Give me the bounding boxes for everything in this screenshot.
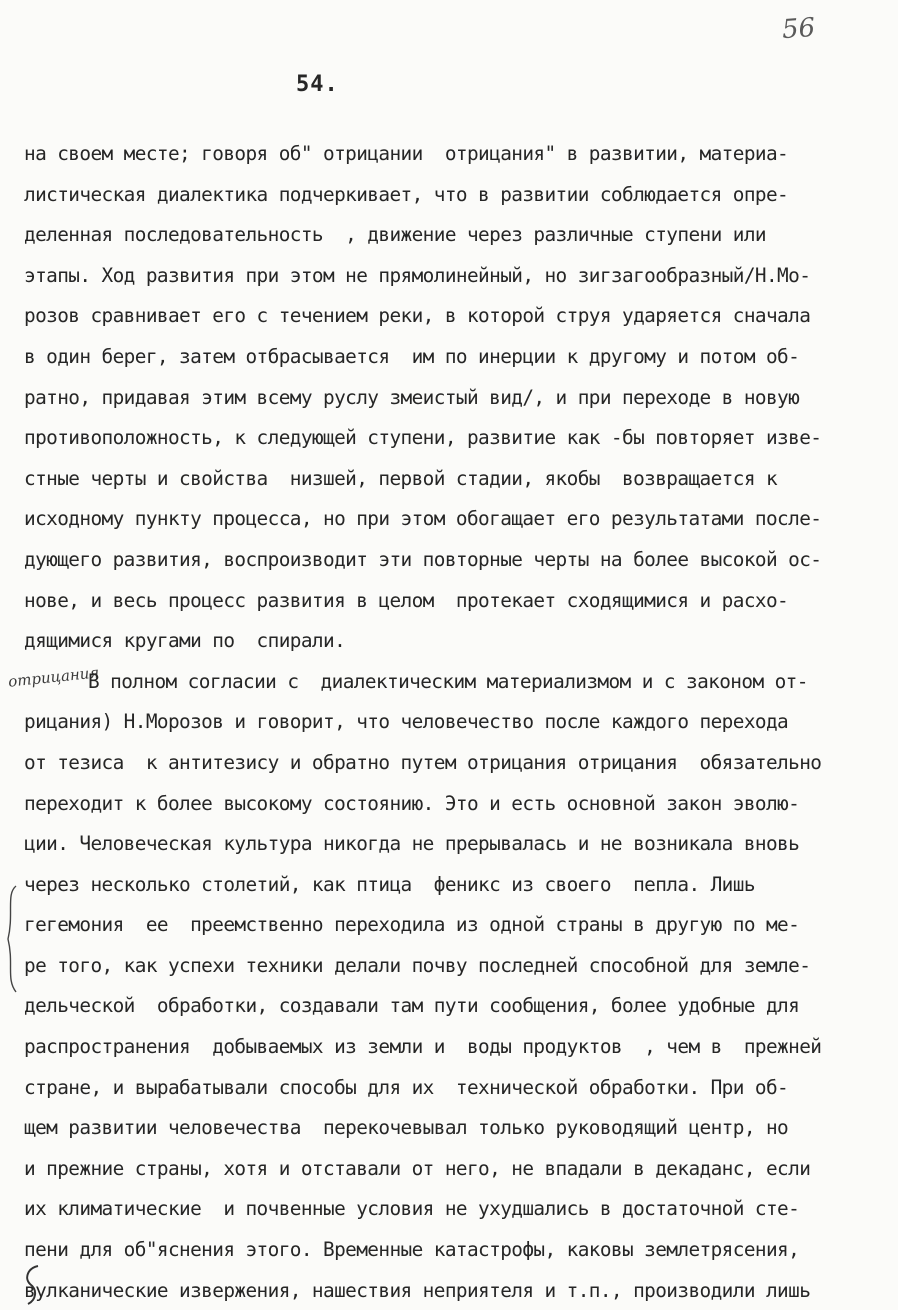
text-line: от тезиса к антитезису и обратно путем отрицания отрицания обязательно	[24, 750, 822, 774]
text-line: пени для об"яснения этого. Временные катастрофы, каковы землетрясения,	[24, 1238, 800, 1262]
text-line: исходному пункту процесса, но при этом обогащает его результатами после-	[24, 507, 822, 531]
text-line: ре того, как успехи техники делали почву последней способной для земле-	[24, 953, 811, 977]
text-line: рицания) Н.Морозов и говорит, что человечество после каждого перехода	[24, 710, 789, 734]
text-line: в один берег, затем отбрасывается им по инерции к другому и потом об-	[24, 344, 800, 368]
text-line: щем развитии человечества перекочевывал только руководящий центр, но	[24, 1116, 789, 1140]
page-number: 54.	[296, 72, 339, 97]
body-text	[24, 134, 894, 1311]
text-line: дящимися кругами по спирали.	[24, 629, 346, 653]
archive-page-number: 56	[780, 12, 817, 46]
text-line: их климатические и почвенные условия не ухудшались в достаточной сте-	[24, 1197, 800, 1221]
text-line: деленная последовательность , движение через различные ступени или	[24, 223, 778, 247]
text-line: стные черты и свойства низшей, первой стадии, якобы возвращается к	[24, 466, 778, 490]
text-line: противоположность, к следующей ступени, развитие как -бы повторяет изве-	[24, 426, 822, 450]
text-line: через несколько столетий, как птица феникс из своего пепла. Лишь	[24, 872, 755, 896]
text-line: листическая диалектика подчеркивает, что в развитии соблюдается опре-	[24, 182, 789, 206]
text-line: ции. Человеческая культура никогда не прерывалась и не возникала вновь	[24, 832, 800, 856]
text-line: дельческой обработки, создавали там пути сообщения, более удобные для	[24, 994, 800, 1018]
text-line: розов сравнивает его с течением реки, в которой струя ударяется сначала	[24, 304, 811, 328]
text-line: переходит к более высокому состоянию. Это и есть основной закон эволю-	[24, 791, 800, 815]
text-line-paragraph-start: В полном согласии с диалектическим материализмом и с законом от-	[88, 669, 808, 693]
text-line: и прежние страны, хотя и отставали от него, не впадали в декаданс, если	[24, 1156, 811, 1180]
margin-bracket-mark	[4, 884, 18, 994]
text-line: ратно, придавая этим всему руслу змеистый вид/, и при переходе в новую	[24, 385, 800, 409]
handwritten-insertion: отрицания	[7, 663, 101, 691]
text-line: распространения добываемых из земли и воды продуктов , чем в прежней	[24, 1035, 822, 1059]
text-line: нове, и весь процесс развития в целом протекает сходящимися и расхо-	[24, 588, 789, 612]
text-line: этапы. Ход развития при этом не прямолинейный, но зигзагообразный/Н.Мо-	[24, 263, 811, 287]
text-line: стране, и вырабатывали способы для их технической обработки. При об-	[24, 1075, 789, 1099]
text-line: дующего развития, воспроизводит эти повторные черты на более высокой ос-	[24, 547, 822, 571]
text-line: вулканические извержения, нашествия неприятеля и т.п., производили лишь	[24, 1278, 811, 1302]
text-line: гегемония ее преемственно переходила из одной страны в другую по ме-	[24, 913, 800, 937]
text-line: на своем месте; говоря об" отрицании отрицания" в развитии, материа-	[24, 142, 789, 165]
